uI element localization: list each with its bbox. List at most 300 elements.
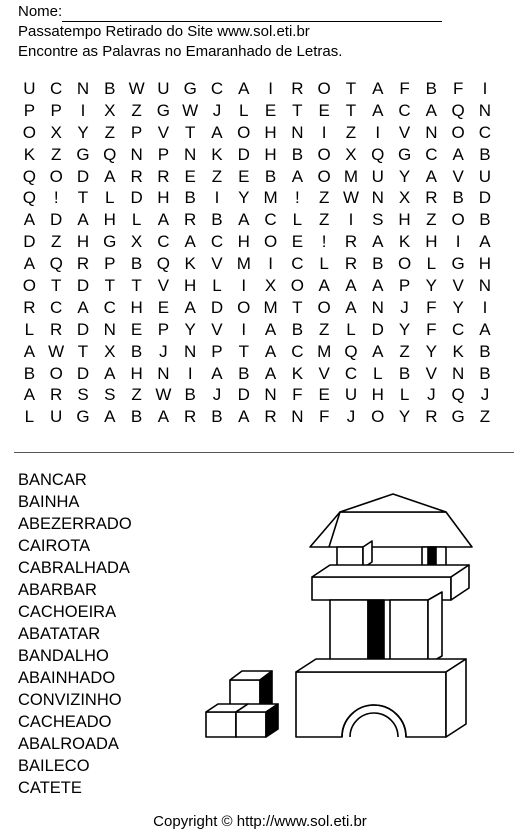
grid-letter[interactable]: K: [398, 232, 411, 252]
grid-letter[interactable]: A: [157, 407, 170, 427]
grid-letter[interactable]: C: [398, 100, 411, 120]
grid-letter[interactable]: B: [23, 363, 36, 383]
grid-letter[interactable]: X: [104, 341, 116, 361]
grid-letter[interactable]: K: [452, 341, 464, 361]
grid-letter[interactable]: R: [184, 407, 197, 427]
grid-letter[interactable]: P: [130, 122, 143, 142]
grid-letter[interactable]: I: [268, 78, 273, 98]
grid-letter[interactable]: A: [157, 210, 170, 230]
grid-letter[interactable]: N: [103, 319, 116, 339]
grid-letter[interactable]: N: [478, 100, 492, 120]
grid-letter[interactable]: V: [452, 275, 464, 295]
word-item: CACHOEIRA: [18, 603, 117, 621]
grid-letter[interactable]: N: [452, 363, 465, 383]
grid-letter[interactable]: D: [237, 385, 250, 405]
grid-letter[interactable]: Q: [22, 166, 37, 186]
grid-letter[interactable]: I: [482, 78, 488, 98]
grid-letter[interactable]: D: [371, 319, 384, 339]
grid-letter[interactable]: T: [292, 100, 303, 120]
grid-letter[interactable]: L: [399, 385, 410, 405]
grid-letter[interactable]: N: [130, 144, 143, 164]
grid-letter[interactable]: H: [130, 363, 143, 383]
grid-letter[interactable]: A: [372, 232, 384, 252]
grid-letter[interactable]: M: [317, 341, 332, 361]
instructions-line: Encontre as Palavras no Emaranhado de Letras.: [18, 43, 343, 60]
grid-letter[interactable]: U: [50, 407, 63, 427]
grid-letter[interactable]: C: [50, 297, 63, 317]
grid-letter[interactable]: O: [237, 297, 251, 317]
grid-letter[interactable]: G: [397, 144, 412, 164]
grid-letter[interactable]: C: [50, 78, 63, 98]
grid-letter[interactable]: K: [23, 144, 36, 164]
grid-letter[interactable]: H: [103, 210, 116, 230]
grid-letter[interactable]: C: [344, 363, 358, 383]
grid-letter[interactable]: B: [452, 188, 464, 208]
grid-letter[interactable]: O: [237, 122, 251, 142]
grid-letter[interactable]: Y: [425, 341, 438, 361]
grid-letter[interactable]: A: [479, 232, 491, 252]
name-input-line[interactable]: [62, 7, 442, 22]
grid-letter[interactable]: Q: [371, 144, 385, 164]
grid-letter[interactable]: !: [295, 188, 300, 208]
grid-letter[interactable]: T: [131, 275, 142, 295]
grid-letter[interactable]: D: [76, 275, 90, 295]
grid-letter[interactable]: O: [263, 232, 278, 252]
grid-letter[interactable]: O: [397, 254, 412, 274]
grid-letter[interactable]: M: [343, 166, 359, 186]
grid-letter[interactable]: B: [425, 78, 438, 98]
grid-letter[interactable]: A: [264, 319, 277, 339]
grid-letter[interactable]: N: [157, 363, 170, 383]
grid-letter[interactable]: I: [268, 254, 273, 274]
grid-letter[interactable]: A: [23, 210, 36, 230]
grid-letter[interactable]: Y: [452, 297, 464, 317]
grid-letter[interactable]: A: [23, 341, 36, 361]
grid-letter[interactable]: B: [479, 341, 491, 361]
grid-letter[interactable]: A: [479, 319, 491, 339]
grid-letter[interactable]: D: [76, 166, 90, 186]
grid-letter[interactable]: P: [211, 341, 223, 361]
grid-letter[interactable]: Q: [451, 385, 465, 405]
grid-letter[interactable]: B: [130, 407, 143, 427]
grid-letter[interactable]: F: [292, 385, 303, 405]
grid-letter[interactable]: G: [183, 78, 197, 98]
grid-letter[interactable]: S: [372, 210, 384, 230]
grid-letter[interactable]: X: [264, 275, 277, 295]
grid-letter[interactable]: G: [156, 100, 170, 120]
grid-letter[interactable]: F: [452, 78, 464, 98]
grid-letter[interactable]: E: [318, 385, 330, 405]
grid-letter[interactable]: J: [480, 385, 490, 405]
grid-row: [16, 297, 510, 319]
letter-grid: [16, 78, 510, 428]
grid-letter[interactable]: A: [184, 232, 196, 252]
grid-letter[interactable]: B: [372, 254, 384, 274]
grid-letter[interactable]: L: [105, 188, 115, 208]
grid-letter[interactable]: G: [451, 407, 465, 427]
grid-letter[interactable]: A: [184, 297, 196, 317]
grid-letter[interactable]: C: [157, 232, 170, 252]
grid-letter[interactable]: C: [425, 144, 438, 164]
grid-letter[interactable]: N: [184, 341, 197, 361]
grid-letter[interactable]: E: [264, 100, 277, 120]
grid-letter[interactable]: A: [345, 297, 357, 317]
grid-letter[interactable]: J: [400, 297, 409, 317]
grid-letter[interactable]: A: [372, 275, 384, 295]
grid-letter[interactable]: A: [77, 297, 89, 317]
grid-letter[interactable]: A: [345, 275, 357, 295]
grid-letter[interactable]: U: [371, 166, 384, 186]
grid-letter[interactable]: N: [425, 122, 438, 142]
grid-letter[interactable]: W: [155, 385, 172, 405]
grid-letter[interactable]: P: [157, 144, 170, 164]
grid-row: [16, 406, 510, 428]
grid-letter[interactable]: R: [157, 166, 170, 186]
grid-letter[interactable]: R: [291, 78, 304, 98]
grid-letter[interactable]: C: [291, 341, 304, 361]
grid-letter[interactable]: O: [451, 122, 465, 142]
grid-letter[interactable]: U: [157, 78, 170, 98]
grid-letter[interactable]: A: [104, 363, 116, 383]
grid-letter[interactable]: Z: [51, 144, 62, 164]
grid-letter[interactable]: A: [425, 100, 438, 120]
grid-letter[interactable]: P: [157, 319, 170, 339]
grid-letter[interactable]: Z: [345, 122, 357, 142]
grid-letter[interactable]: M: [263, 297, 278, 317]
grid-letter[interactable]: Y: [398, 407, 411, 427]
grid-letter[interactable]: D: [130, 188, 143, 208]
grid-letter[interactable]: T: [51, 275, 62, 295]
grid-letter[interactable]: F: [426, 319, 437, 339]
grid-letter[interactable]: N: [184, 144, 197, 164]
grid-letter[interactable]: G: [76, 144, 90, 164]
grid-letter[interactable]: N: [264, 385, 277, 405]
grid-letter[interactable]: R: [23, 297, 36, 317]
grid-letter[interactable]: B: [264, 166, 277, 186]
grid-letter[interactable]: N: [371, 188, 384, 208]
grid-letter[interactable]: I: [80, 100, 86, 120]
grid-letter[interactable]: U: [344, 385, 358, 405]
grid-letter[interactable]: Y: [77, 122, 89, 142]
grid-letter[interactable]: I: [241, 319, 247, 339]
grid-letter[interactable]: O: [317, 297, 331, 317]
grid-letter[interactable]: I: [455, 232, 461, 252]
grid-letter[interactable]: S: [104, 385, 116, 405]
word-item: BAILECO: [18, 757, 90, 775]
grid-letter[interactable]: A: [291, 166, 304, 186]
grid-letter[interactable]: Z: [318, 188, 330, 208]
grid-letter[interactable]: Y: [184, 319, 196, 339]
grid-letter[interactable]: H: [130, 297, 143, 317]
grid-letter[interactable]: B: [479, 144, 491, 164]
grid-letter[interactable]: P: [104, 254, 116, 274]
grid-letter[interactable]: J: [212, 100, 222, 120]
grid-letter[interactable]: T: [77, 341, 89, 361]
grid-letter[interactable]: I: [375, 122, 381, 142]
grid-letter[interactable]: A: [238, 210, 250, 230]
grid-letter[interactable]: L: [346, 319, 356, 339]
grid-letter[interactable]: !: [53, 188, 59, 208]
grid-letter[interactable]: V: [157, 275, 170, 295]
grid-letter[interactable]: Z: [479, 407, 491, 427]
grid-letter[interactable]: O: [290, 275, 304, 295]
grid-letter[interactable]: I: [321, 122, 327, 142]
grid-letter[interactable]: Z: [399, 341, 410, 361]
grid-letter[interactable]: I: [348, 210, 354, 230]
grid-letter[interactable]: I: [187, 363, 193, 383]
grid-letter[interactable]: N: [371, 297, 384, 317]
grid-letter[interactable]: B: [184, 188, 196, 208]
grid-letter[interactable]: V: [211, 254, 223, 274]
grid-letter[interactable]: A: [238, 407, 250, 427]
grid-letter[interactable]: O: [317, 144, 331, 164]
grid-letter[interactable]: A: [372, 341, 384, 361]
grid-letter[interactable]: N: [76, 78, 90, 98]
word-item: ABALROADA: [18, 735, 119, 753]
grid-letter[interactable]: B: [130, 341, 143, 361]
grid-letter[interactable]: A: [23, 385, 36, 405]
grid-letter[interactable]: H: [264, 144, 277, 164]
divider: [14, 452, 514, 453]
grid-letter[interactable]: A: [372, 78, 384, 98]
grid-letter[interactable]: C: [478, 122, 492, 142]
grid-letter[interactable]: D: [50, 210, 63, 230]
grid-letter[interactable]: O: [317, 78, 331, 98]
grid-letter[interactable]: R: [76, 254, 90, 274]
grid-letter[interactable]: Z: [318, 210, 330, 230]
grid-letter[interactable]: T: [292, 297, 303, 317]
grid-letter[interactable]: W: [182, 100, 199, 120]
grid-letter[interactable]: J: [346, 407, 356, 427]
grid-letter[interactable]: N: [478, 275, 492, 295]
grid-letter[interactable]: V: [452, 166, 464, 186]
grid-letter[interactable]: M: [263, 188, 278, 208]
grid-letter[interactable]: X: [50, 122, 62, 142]
grid-letter[interactable]: A: [104, 407, 116, 427]
grid-letter[interactable]: C: [264, 210, 277, 230]
grid-letter[interactable]: X: [104, 100, 116, 120]
small-cube: [206, 712, 236, 737]
grid-letter[interactable]: O: [22, 122, 37, 142]
grid-letter[interactable]: Y: [425, 275, 438, 295]
grid-letter[interactable]: A: [238, 78, 250, 98]
grid-letter[interactable]: V: [318, 363, 330, 383]
grid-letter[interactable]: K: [291, 363, 304, 383]
grid-letter[interactable]: C: [210, 78, 224, 98]
grid-letter[interactable]: L: [24, 407, 35, 427]
grid-letter[interactable]: K: [211, 144, 223, 164]
grid-letter[interactable]: L: [212, 275, 222, 295]
grid-letter[interactable]: G: [76, 407, 90, 427]
grid-letter[interactable]: R: [264, 407, 277, 427]
grid-letter[interactable]: J: [159, 341, 168, 361]
grid-letter[interactable]: S: [77, 385, 89, 405]
grid-letter[interactable]: T: [345, 100, 357, 120]
grid-letter[interactable]: C: [103, 297, 116, 317]
grid-letter[interactable]: B: [291, 144, 304, 164]
grid-letter[interactable]: R: [344, 254, 358, 274]
grid-letter[interactable]: A: [104, 166, 116, 186]
grid-letter[interactable]: X: [130, 232, 143, 252]
grid-letter[interactable]: J: [427, 385, 436, 405]
grid-letter[interactable]: L: [426, 254, 437, 274]
grid-letter[interactable]: N: [291, 407, 304, 427]
grid-letter[interactable]: M: [236, 254, 251, 274]
grid-letter[interactable]: O: [49, 363, 63, 383]
grid-letter[interactable]: O: [371, 407, 385, 427]
grid-letter[interactable]: B: [184, 385, 196, 405]
grid-letter[interactable]: H: [478, 254, 492, 274]
grid-letter[interactable]: L: [292, 210, 303, 230]
grid-letter[interactable]: R: [344, 232, 358, 252]
grid-letter[interactable]: R: [184, 210, 197, 230]
grid-letter[interactable]: B: [211, 210, 223, 230]
grid-letter[interactable]: H: [371, 385, 384, 405]
grid-letter[interactable]: F: [426, 297, 437, 317]
grid-letter[interactable]: H: [425, 232, 438, 252]
grid-letter[interactable]: Q: [451, 100, 465, 120]
grid-letter[interactable]: W: [342, 188, 359, 208]
grid-letter[interactable]: K: [184, 254, 196, 274]
grid-letter[interactable]: A: [211, 122, 223, 142]
grid-letter[interactable]: Z: [318, 319, 330, 339]
grid-letter[interactable]: Q: [103, 144, 117, 164]
grid-letter[interactable]: B: [479, 210, 491, 230]
grid-letter[interactable]: T: [184, 122, 196, 142]
grid-letter[interactable]: P: [23, 100, 36, 120]
grid-letter[interactable]: B: [479, 363, 491, 383]
grid-letter[interactable]: U: [23, 78, 36, 98]
grid-letter[interactable]: O: [317, 166, 331, 186]
grid-letter[interactable]: H: [157, 188, 170, 208]
grid-letter[interactable]: Z: [104, 122, 115, 142]
grid-letter[interactable]: A: [211, 363, 223, 383]
grid-letter[interactable]: E: [130, 319, 143, 339]
grid-letter[interactable]: D: [237, 144, 250, 164]
grid-letter[interactable]: O: [22, 275, 37, 295]
grid-letter[interactable]: E: [318, 100, 330, 120]
grid-letter[interactable]: R: [130, 166, 143, 186]
grid-letter[interactable]: R: [50, 319, 63, 339]
grid-letter[interactable]: V: [398, 122, 411, 142]
grid-letter[interactable]: W: [48, 341, 65, 361]
grid-letter[interactable]: C: [291, 254, 304, 274]
grid-letter[interactable]: I: [214, 188, 220, 208]
grid-letter[interactable]: B: [130, 254, 143, 274]
grid-letter[interactable]: H: [398, 210, 411, 230]
grid-letter[interactable]: D: [23, 232, 36, 252]
grid-letter[interactable]: B: [398, 363, 411, 383]
grid-letter[interactable]: B: [211, 407, 223, 427]
grid-letter[interactable]: E: [157, 297, 170, 317]
grid-letter[interactable]: L: [373, 363, 383, 383]
grid-letter[interactable]: Z: [131, 385, 142, 405]
grid-letter[interactable]: T: [238, 341, 249, 361]
grid-letter[interactable]: G: [103, 232, 117, 252]
word-item: CATETE: [18, 779, 82, 797]
grid-letter[interactable]: A: [23, 254, 36, 274]
grid-letter[interactable]: L: [24, 319, 35, 339]
grid-letter[interactable]: D: [76, 363, 90, 383]
grid-letter[interactable]: Q: [344, 341, 358, 361]
grid-letter[interactable]: H: [76, 232, 90, 252]
grid-letter[interactable]: Y: [398, 319, 411, 339]
grid-letter[interactable]: L: [319, 254, 329, 274]
grid-letter[interactable]: B: [238, 363, 250, 383]
grid-letter[interactable]: O: [451, 210, 465, 230]
grid-letter[interactable]: A: [318, 275, 330, 295]
grid-letter[interactable]: H: [184, 275, 197, 295]
grid-letter[interactable]: F: [399, 78, 410, 98]
grid-letter[interactable]: I: [482, 297, 488, 317]
grid-letter[interactable]: A: [372, 100, 384, 120]
grid-letter[interactable]: A: [425, 166, 438, 186]
grid-letter[interactable]: G: [451, 254, 465, 274]
grid-letter[interactable]: X: [345, 144, 357, 164]
grid-letter[interactable]: A: [452, 144, 464, 164]
grid-letter[interactable]: V: [157, 122, 170, 142]
grid-letter[interactable]: T: [77, 188, 89, 208]
grid-letter[interactable]: D: [478, 188, 492, 208]
grid-letter[interactable]: L: [239, 100, 249, 120]
grid-letter[interactable]: A: [77, 210, 89, 230]
grid-letter[interactable]: R: [425, 188, 438, 208]
grid-letter[interactable]: P: [50, 100, 62, 120]
grid-letter[interactable]: X: [398, 188, 411, 208]
grid-letter[interactable]: W: [128, 78, 145, 98]
grid-letter[interactable]: H: [237, 232, 250, 252]
grid-letter[interactable]: B: [291, 319, 304, 339]
grid-letter[interactable]: B: [104, 78, 116, 98]
grid-letter[interactable]: Y: [398, 166, 411, 186]
grid-letter[interactable]: E: [238, 166, 250, 186]
grid-letter[interactable]: T: [104, 275, 115, 295]
grid-letter[interactable]: H: [264, 122, 277, 142]
grid-letter[interactable]: Q: [49, 254, 63, 274]
grid-letter[interactable]: R: [50, 385, 63, 405]
grid-letter[interactable]: D: [76, 319, 90, 339]
grid-letter[interactable]: V: [211, 319, 223, 339]
grid-letter[interactable]: F: [318, 407, 330, 427]
grid-letter[interactable]: Q: [22, 188, 37, 208]
grid-letter[interactable]: T: [345, 78, 357, 98]
grid-letter[interactable]: P: [398, 275, 411, 295]
grid-letter[interactable]: I: [241, 275, 247, 295]
grid-letter[interactable]: Z: [131, 100, 142, 120]
grid-letter[interactable]: Z: [426, 210, 437, 230]
grid-letter[interactable]: O: [49, 166, 63, 186]
grid-letter[interactable]: E: [291, 232, 304, 252]
grid-letter[interactable]: J: [212, 385, 222, 405]
grid-letter[interactable]: C: [452, 319, 465, 339]
grid-letter[interactable]: R: [425, 407, 438, 427]
grid-letter[interactable]: Z: [211, 166, 223, 186]
grid-letter[interactable]: A: [264, 341, 277, 361]
grid-letter[interactable]: E: [184, 166, 196, 186]
grid-letter[interactable]: A: [264, 363, 277, 383]
grid-letter[interactable]: L: [131, 210, 142, 230]
grid-letter[interactable]: Y: [238, 188, 250, 208]
grid-letter[interactable]: N: [291, 122, 304, 142]
small-cube: [236, 712, 266, 737]
grid-letter[interactable]: C: [210, 232, 224, 252]
grid-letter[interactable]: D: [210, 297, 224, 317]
grid-letter[interactable]: V: [425, 363, 438, 383]
grid-letter[interactable]: Z: [51, 232, 62, 252]
grid-letter[interactable]: !: [321, 232, 327, 252]
grid-letter[interactable]: U: [478, 166, 492, 186]
grid-letter[interactable]: Q: [156, 254, 170, 274]
